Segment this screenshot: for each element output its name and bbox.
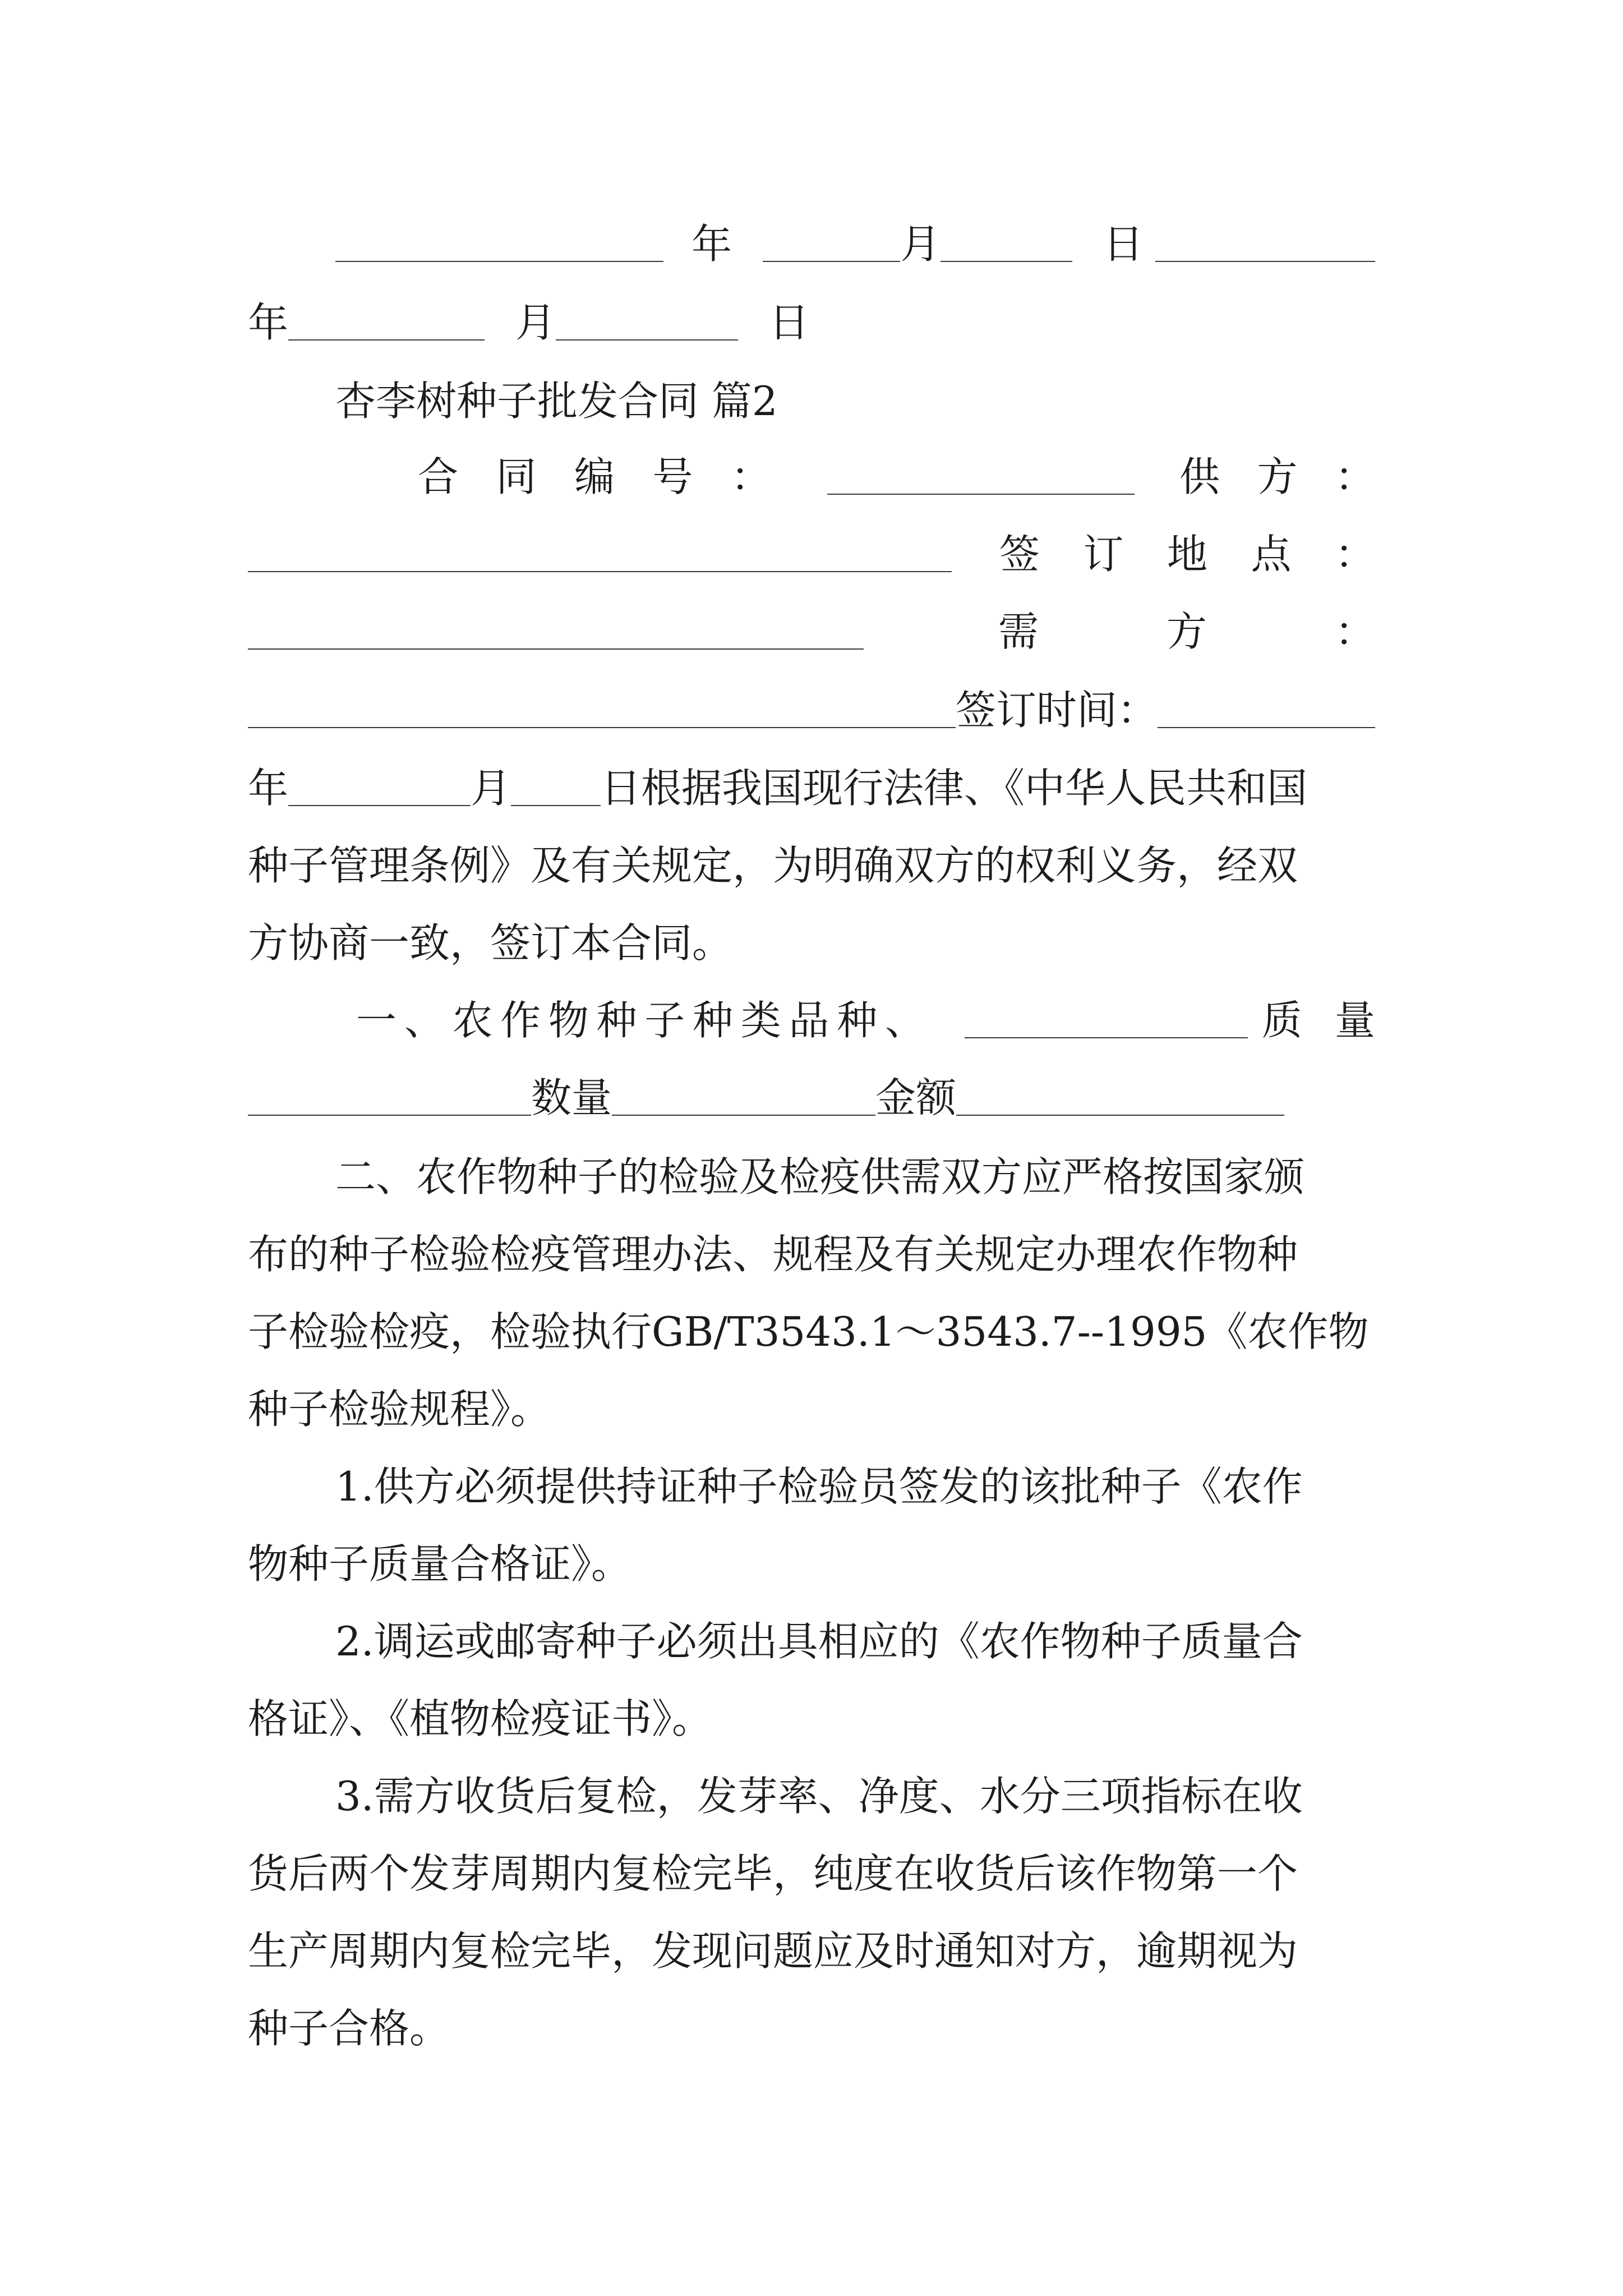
amount-label: 金额	[875, 1074, 957, 1121]
contract-number-blank[interactable]	[827, 494, 1135, 495]
amount-blank[interactable]	[956, 1115, 1284, 1116]
buyer-blank[interactable]	[248, 727, 956, 728]
date-line-1	[335, 205, 1375, 283]
month-label: 月	[515, 299, 556, 346]
sub-1-line-2: 物种子质量合格证》。	[248, 1540, 632, 1588]
sub-3-line-2: 货后两个发芽周期内复检完毕，纯度在收货后该作物第一个	[248, 1850, 1298, 1897]
sub-3-line-4: 种子合格。	[248, 2005, 450, 2052]
item-2-line-2: 布的种子检验检疫管理办法、规程及有关规定办理农作物种	[248, 1231, 1298, 1278]
blank-field[interactable]	[288, 805, 471, 806]
item-2-line-4: 种子检验规程》。	[248, 1386, 551, 1433]
sub-3-line-1: 3.需方收货后复检，发芽率、净度、水分三项指标在收	[335, 1773, 1303, 1820]
sign-place-row	[248, 515, 1375, 593]
contract-number-row	[418, 438, 1375, 516]
sub-1-line-1: 1.供方必须提供持证种子检验员签发的该批种子《农作	[335, 1463, 1303, 1510]
item-1-lead: 一 、 农 作 物 种 子 种 类 品 种 、	[356, 997, 925, 1044]
item-1-line-2	[248, 1059, 1375, 1137]
blank-field[interactable]	[940, 261, 1072, 262]
buyer-row	[248, 592, 1375, 671]
blank-field[interactable]	[511, 805, 601, 806]
item-1-line-1	[356, 981, 1375, 1060]
sign-time-label: 签订时间：	[956, 687, 1158, 734]
day-label: 日	[1103, 220, 1144, 268]
quantity-label: 数量	[531, 1074, 612, 1121]
day-label: 日	[769, 299, 810, 346]
intro-line-2: 种子管理条例》及有关规定，为明确双方的权利义务，经双	[248, 842, 1298, 889]
quantity-blank[interactable]	[612, 1115, 875, 1116]
supplier-label: 供 方 ：	[1179, 453, 1375, 500]
quality-label: 质 量	[1262, 997, 1375, 1044]
sub-2-line-1: 2.调运或邮寄种子必须出具相应的《农作物种子质量合	[335, 1618, 1303, 1665]
quality-blank[interactable]	[248, 1115, 531, 1116]
blank-field[interactable]	[763, 261, 900, 262]
year-label: 年	[248, 299, 289, 346]
sign-time-blank[interactable]	[1158, 727, 1375, 728]
sub-2-line-2: 格证》、《植物检疫证书》。	[248, 1695, 713, 1742]
year-label: 年	[691, 220, 732, 268]
buyer-label: 需 方 ：	[998, 608, 1375, 655]
supplier-blank[interactable]	[248, 571, 952, 572]
item-2-line-1: 二、农作物种子的检验及检疫供需双方应严格按国家颁	[335, 1153, 1305, 1200]
contract-number-label: 合 同 编 号 ：	[418, 453, 771, 500]
date-line-2	[248, 283, 1375, 362]
intro-line-3: 方协商一致，签订本合同。	[248, 919, 733, 967]
blank-field[interactable]	[335, 261, 663, 262]
variety-blank[interactable]	[965, 1037, 1248, 1038]
sub-3-line-3: 生产周期内复检完毕，发现问题应及时通知对方，逾期视为	[248, 1927, 1298, 1975]
sign-place-label: 签 订 地 点 ：	[999, 531, 1375, 578]
sign-place-blank[interactable]	[248, 648, 864, 650]
blank-field[interactable]	[288, 339, 485, 341]
sign-time-row	[248, 671, 1375, 749]
blank-field[interactable]	[556, 339, 738, 341]
item-2-line-3: 子检验检疫，检验执行GB/T3543.1～3543.7--1995《农作物	[248, 1308, 1369, 1355]
intro-line-1: 年 月 日根据我国现行法律、《中华人民共和国	[248, 765, 1308, 812]
section-title: 杏李树种子批发合同 篇2	[335, 378, 778, 425]
blank-field[interactable]	[1155, 261, 1375, 262]
month-label: 月	[900, 220, 941, 268]
